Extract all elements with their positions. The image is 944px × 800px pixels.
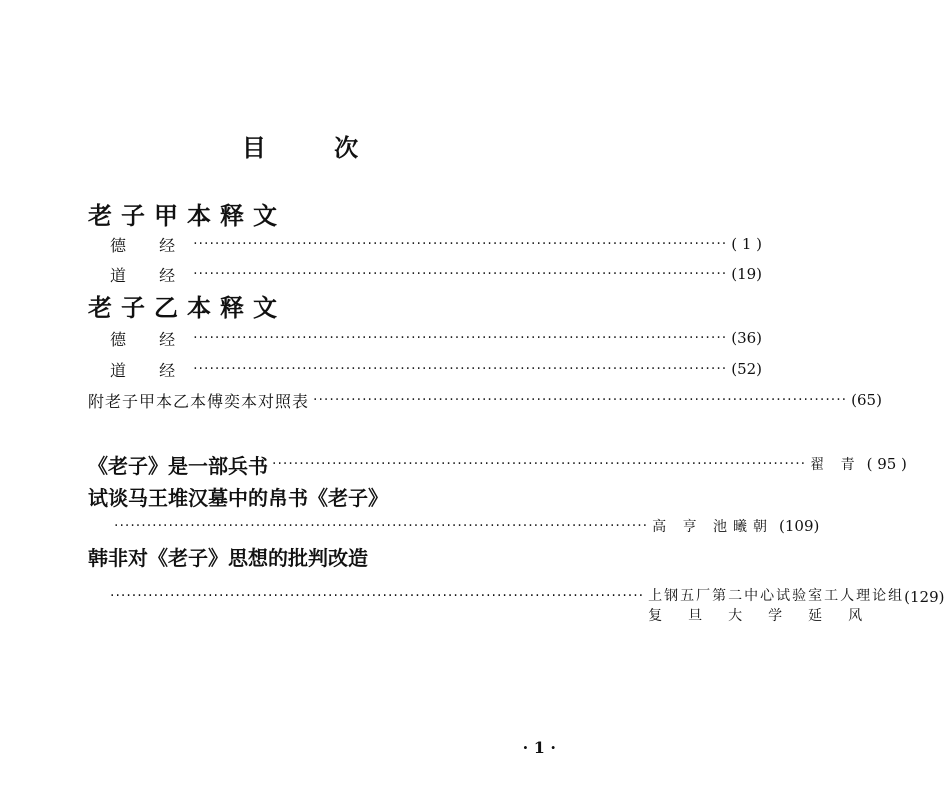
page-number: (65) [851, 391, 882, 409]
page-number: ( 95 ) [866, 455, 907, 473]
toc-entry-article [88, 452, 907, 478]
entry-label: 道 经 [110, 360, 190, 380]
toc-entry [110, 232, 763, 256]
footer-page-number: · 1 · [522, 738, 556, 757]
page-number: (36) [731, 329, 763, 347]
entry-label: 道 经 [110, 265, 190, 285]
toc-entry [110, 326, 763, 350]
leader-dots: ·································································································· [114, 518, 649, 534]
page-number: (52) [731, 360, 763, 378]
leader-dots: ·································································································· [193, 361, 728, 377]
leader-dots: ·································································································· [193, 330, 728, 346]
toc-entry [110, 262, 763, 286]
page-number: (129) [904, 588, 944, 606]
toc-entry-appendix [88, 388, 882, 412]
entry-label: 德 经 [110, 329, 190, 349]
leader-dots: ·································································································· [313, 392, 848, 408]
leader-dots: ·································································································· [110, 588, 645, 604]
article-author: 上钢五厂第二中心试验室工人理论组 [648, 588, 905, 604]
toc-entry-article [110, 586, 944, 626]
leader-dots: ·································································································· [193, 266, 728, 282]
section-heading-yi: 老子乙本释文 [88, 294, 286, 322]
entry-label: 附老子甲本乙本傅奕本对照表 [88, 391, 310, 411]
article-authors [648, 586, 904, 626]
article-author: 高 亨 池曦朝 [652, 519, 774, 535]
page-number: (109) [779, 517, 820, 535]
section-heading-jia: 老子甲本释文 [88, 202, 286, 230]
article-title: 试谈马王堆汉墓中的帛书《老子》 [88, 486, 388, 510]
page-title: 目 次 [241, 134, 389, 162]
leader-dots: ·································································································· [193, 236, 728, 252]
page-number: ( 1 ) [731, 235, 763, 253]
article-title: 《老子》是一部兵书 [88, 453, 268, 478]
toc-entry-article [110, 514, 820, 538]
toc-entry [110, 357, 763, 381]
leader-dots: ·································································································· [272, 456, 807, 472]
page-number: (19) [731, 265, 763, 283]
article-author: 翟 青 [810, 457, 861, 473]
article-author: 复旦大学延风 [648, 608, 889, 624]
entry-label: 德 经 [110, 235, 190, 255]
article-title: 韩非对《老子》思想的批判改造 [88, 546, 368, 570]
